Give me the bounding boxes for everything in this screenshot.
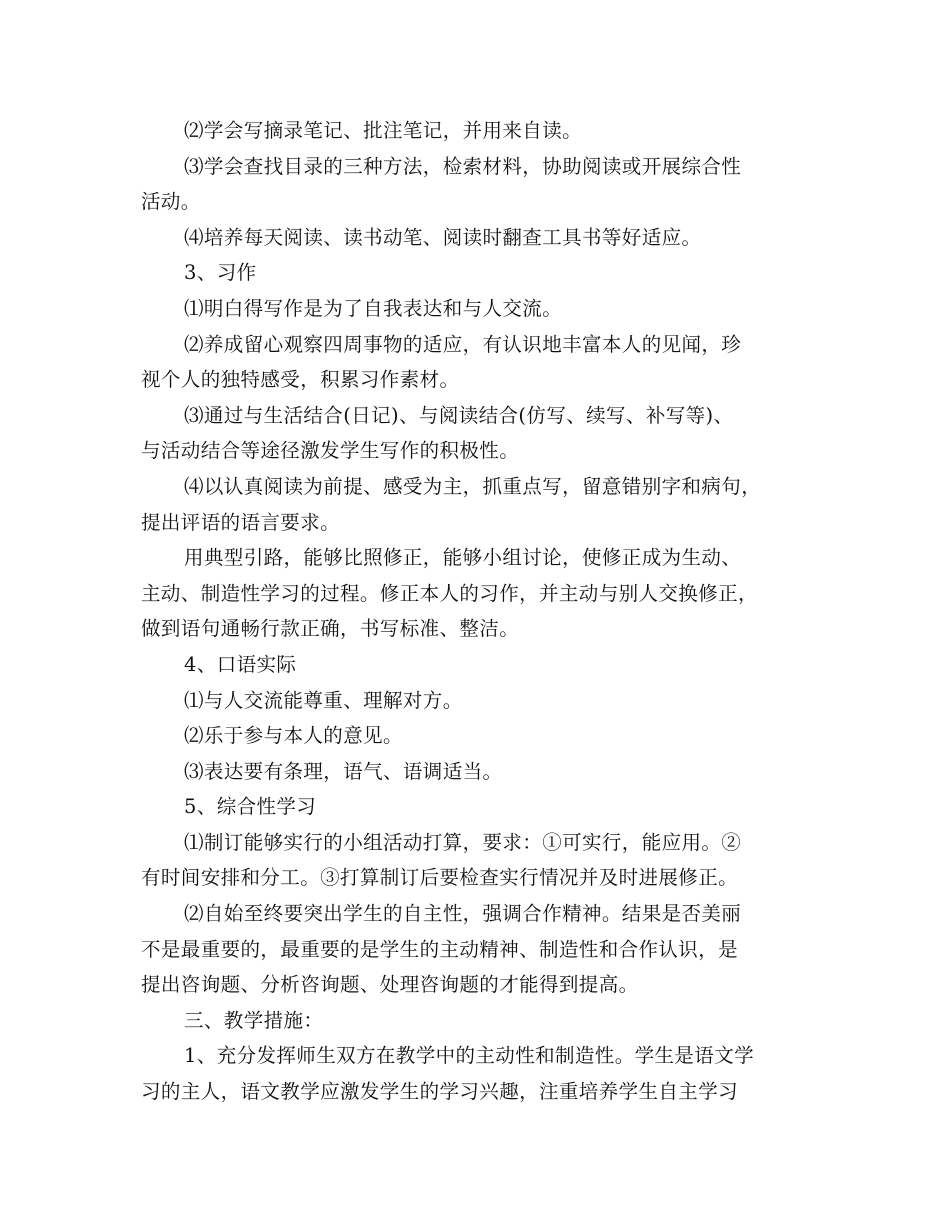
text-line: ⑵自始至终要突出学生的自主性，强调合作精神。结果是否美丽 [184, 902, 742, 926]
text-line: ⑶通过与生活结合(日记)、与阅读结合(仿写、续写、补写等)、 [184, 403, 734, 427]
text-line: 提出评语的语言要求。 [141, 510, 341, 534]
text-line: 习的主人，语文教学应激发学生的学习兴趣，注重培养学生自主学习 [141, 1080, 739, 1104]
text-line: 有时间安排和分工。③打算制订后要检查实行情况并及时进展修正。 [141, 866, 739, 890]
section-heading: 5、综合性学习 [184, 795, 317, 819]
section-heading: 4、口语实际 [184, 652, 297, 676]
text-line: ⑷以认真阅读为前提、感受为主，抓重点写，留意错别字和病句， [184, 474, 762, 498]
text-line: 做到语句通畅行款正确，书写标准、整洁。 [141, 617, 520, 641]
text-line: ⑶学会查找目录的三种方法，检索材料，协助阅读或开展综合性 [184, 154, 742, 178]
text-line: ⑴制订能够实行的小组活动打算，要求：①可实行，能应用。② [184, 830, 742, 854]
text-line: 不是最重要的，最重要的是学生的主动精神、制造性和合作认识，是 [141, 937, 739, 961]
text-line: ⑶表达要有条理，语气、语调适当。 [184, 759, 503, 783]
text-line: ⑵养成留心观察四周事物的适应，有认识地丰富本人的见闻，珍 [184, 332, 742, 356]
section-heading: 三、教学措施： [184, 1008, 324, 1032]
text-line: 与活动结合等途径激发学生写作的积极性。 [141, 439, 520, 463]
text-line: 提出咨询题、分析咨询题、处理咨询题的才能得到提高。 [141, 973, 639, 997]
text-line: ⑴与人交流能尊重、理解对方。 [184, 688, 463, 712]
section-heading: 3、习作 [184, 261, 257, 285]
text-line: ⑵乐于参与本人的意见。 [184, 724, 403, 748]
text-line: ⑴明白得写作是为了自我表达和与人交流。 [184, 296, 563, 320]
document-body [141, 113, 821, 1110]
text-line: ⑵学会写摘录笔记、批注笔记，并用来自读。 [184, 119, 583, 142]
text-line: 活动。 [141, 190, 201, 214]
text-line: 主动、制造性学习的过程。修正本人的习作，并主动与别人交换修正， [141, 581, 758, 605]
text-line: 视个人的独特感受，积累习作素材。 [141, 368, 460, 392]
text-line: 用典型引路，能够比照修正，能够小组讨论，使修正成为生动、 [184, 546, 742, 570]
text-line: ⑷培养每天阅读、读书动笔、阅读时翻查工具书等好适应。 [184, 225, 702, 249]
text-line: 1、充分发挥师生双方在教学中的主动性和制造性。学生是语文学 [184, 1044, 755, 1068]
